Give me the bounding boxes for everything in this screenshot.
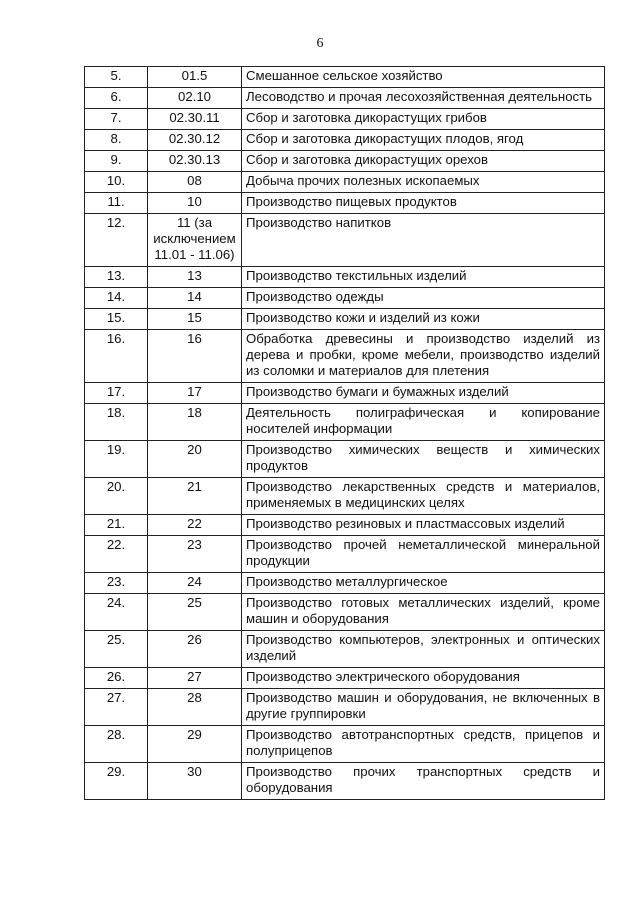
row-code: 02.30.12 xyxy=(148,130,242,151)
table-row xyxy=(85,67,605,88)
row-activity-name: Производство пищевых продуктов xyxy=(242,193,605,214)
table-row xyxy=(85,763,605,800)
row-number: 15. xyxy=(85,309,148,330)
table-row xyxy=(85,214,605,267)
row-activity-name: Производство электрического оборудования xyxy=(242,668,605,689)
table-row xyxy=(85,88,605,109)
row-activity-name: Производство автотранспортных средств, прицепов и полуприцепов xyxy=(242,726,605,763)
table-row xyxy=(85,267,605,288)
table-row xyxy=(85,515,605,536)
row-code: 22 xyxy=(148,515,242,536)
table-row xyxy=(85,631,605,668)
row-code: 08 xyxy=(148,172,242,193)
table-row xyxy=(85,441,605,478)
row-activity-name: Производство машин и оборудования, не включенных в другие группировки xyxy=(242,689,605,726)
row-code: 14 xyxy=(148,288,242,309)
row-code: 02.30.11 xyxy=(148,109,242,130)
row-activity-name: Производство бумаги и бумажных изделий xyxy=(242,383,605,404)
table-row xyxy=(85,193,605,214)
table-body xyxy=(85,67,605,800)
table-row xyxy=(85,689,605,726)
row-activity-name: Лесоводство и прочая лесохозяйственная деятельность xyxy=(242,88,605,109)
row-code: 16 xyxy=(148,330,242,383)
row-activity-name: Производство компьютеров, электронных и оптических изделий xyxy=(242,631,605,668)
row-number: 11. xyxy=(85,193,148,214)
table-row xyxy=(85,383,605,404)
row-code: 13 xyxy=(148,267,242,288)
row-activity-name: Деятельность полиграфическая и копирование носителей информации xyxy=(242,404,605,441)
row-activity-name: Смешанное сельское хозяйство xyxy=(242,67,605,88)
row-code: 02.30.13 xyxy=(148,151,242,172)
row-number: 5. xyxy=(85,67,148,88)
row-number: 28. xyxy=(85,726,148,763)
row-activity-name: Производство одежды xyxy=(242,288,605,309)
table-row xyxy=(85,172,605,193)
row-code: 30 xyxy=(148,763,242,800)
row-activity-name: Производство металлургическое xyxy=(242,573,605,594)
page-number: 6 xyxy=(316,36,324,51)
row-activity-name: Производство лекарственных средств и материалов, применяемых в медицинских целях xyxy=(242,478,605,515)
row-activity-name: Производство напитков xyxy=(242,214,605,267)
row-number: 9. xyxy=(85,151,148,172)
row-activity-name: Обработка древесины и производство изделий из дерева и пробки, кроме мебели, производство изделий из соломки и материалов для плетения xyxy=(242,330,605,383)
table-row xyxy=(85,151,605,172)
table-row xyxy=(85,109,605,130)
row-activity-name: Производство готовых металлических изделий, кроме машин и оборудования xyxy=(242,594,605,631)
row-activity-name: Производство кожи и изделий из кожи xyxy=(242,309,605,330)
activity-codes-table xyxy=(84,66,605,800)
table-row xyxy=(85,536,605,573)
row-code: 15 xyxy=(148,309,242,330)
row-code: 11 (за исключением 11.01 - 11.06) xyxy=(148,214,242,267)
row-code: 10 xyxy=(148,193,242,214)
table-row xyxy=(85,478,605,515)
row-code: 29 xyxy=(148,726,242,763)
row-code: 02.10 xyxy=(148,88,242,109)
row-number: 18. xyxy=(85,404,148,441)
row-number: 19. xyxy=(85,441,148,478)
row-number: 29. xyxy=(85,763,148,800)
table-row xyxy=(85,573,605,594)
table-row xyxy=(85,726,605,763)
row-number: 20. xyxy=(85,478,148,515)
row-code: 25 xyxy=(148,594,242,631)
row-number: 14. xyxy=(85,288,148,309)
row-activity-name: Производство резиновых и пластмассовых изделий xyxy=(242,515,605,536)
row-activity-name: Производство текстильных изделий xyxy=(242,267,605,288)
row-number: 6. xyxy=(85,88,148,109)
row-number: 7. xyxy=(85,109,148,130)
table-row xyxy=(85,309,605,330)
row-activity-name: Производство прочих транспортных средств и оборудования xyxy=(242,763,605,800)
row-activity-name: Сбор и заготовка дикорастущих грибов xyxy=(242,109,605,130)
row-number: 17. xyxy=(85,383,148,404)
table-row xyxy=(85,130,605,151)
row-code: 23 xyxy=(148,536,242,573)
row-number: 22. xyxy=(85,536,148,573)
row-activity-name: Производство химических веществ и химических продуктов xyxy=(242,441,605,478)
row-activity-name: Производство прочей неметаллической минеральной продукции xyxy=(242,536,605,573)
row-code: 20 xyxy=(148,441,242,478)
row-code: 17 xyxy=(148,383,242,404)
row-number: 12. xyxy=(85,214,148,267)
row-number: 16. xyxy=(85,330,148,383)
table-row xyxy=(85,288,605,309)
table-row xyxy=(85,404,605,441)
row-activity-name: Добыча прочих полезных ископаемых xyxy=(242,172,605,193)
row-activity-name: Сбор и заготовка дикорастущих орехов xyxy=(242,151,605,172)
row-code: 18 xyxy=(148,404,242,441)
row-number: 23. xyxy=(85,573,148,594)
table-row xyxy=(85,668,605,689)
row-code: 01.5 xyxy=(148,67,242,88)
row-number: 27. xyxy=(85,689,148,726)
row-activity-name: Сбор и заготовка дикорастущих плодов, ягод xyxy=(242,130,605,151)
row-number: 25. xyxy=(85,631,148,668)
row-code: 24 xyxy=(148,573,242,594)
row-number: 10. xyxy=(85,172,148,193)
table-row xyxy=(85,594,605,631)
row-code: 28 xyxy=(148,689,242,726)
row-code: 26 xyxy=(148,631,242,668)
row-number: 21. xyxy=(85,515,148,536)
row-code: 21 xyxy=(148,478,242,515)
row-number: 26. xyxy=(85,668,148,689)
row-number: 24. xyxy=(85,594,148,631)
table-row xyxy=(85,330,605,383)
row-code: 27 xyxy=(148,668,242,689)
row-number: 8. xyxy=(85,130,148,151)
row-number: 13. xyxy=(85,267,148,288)
